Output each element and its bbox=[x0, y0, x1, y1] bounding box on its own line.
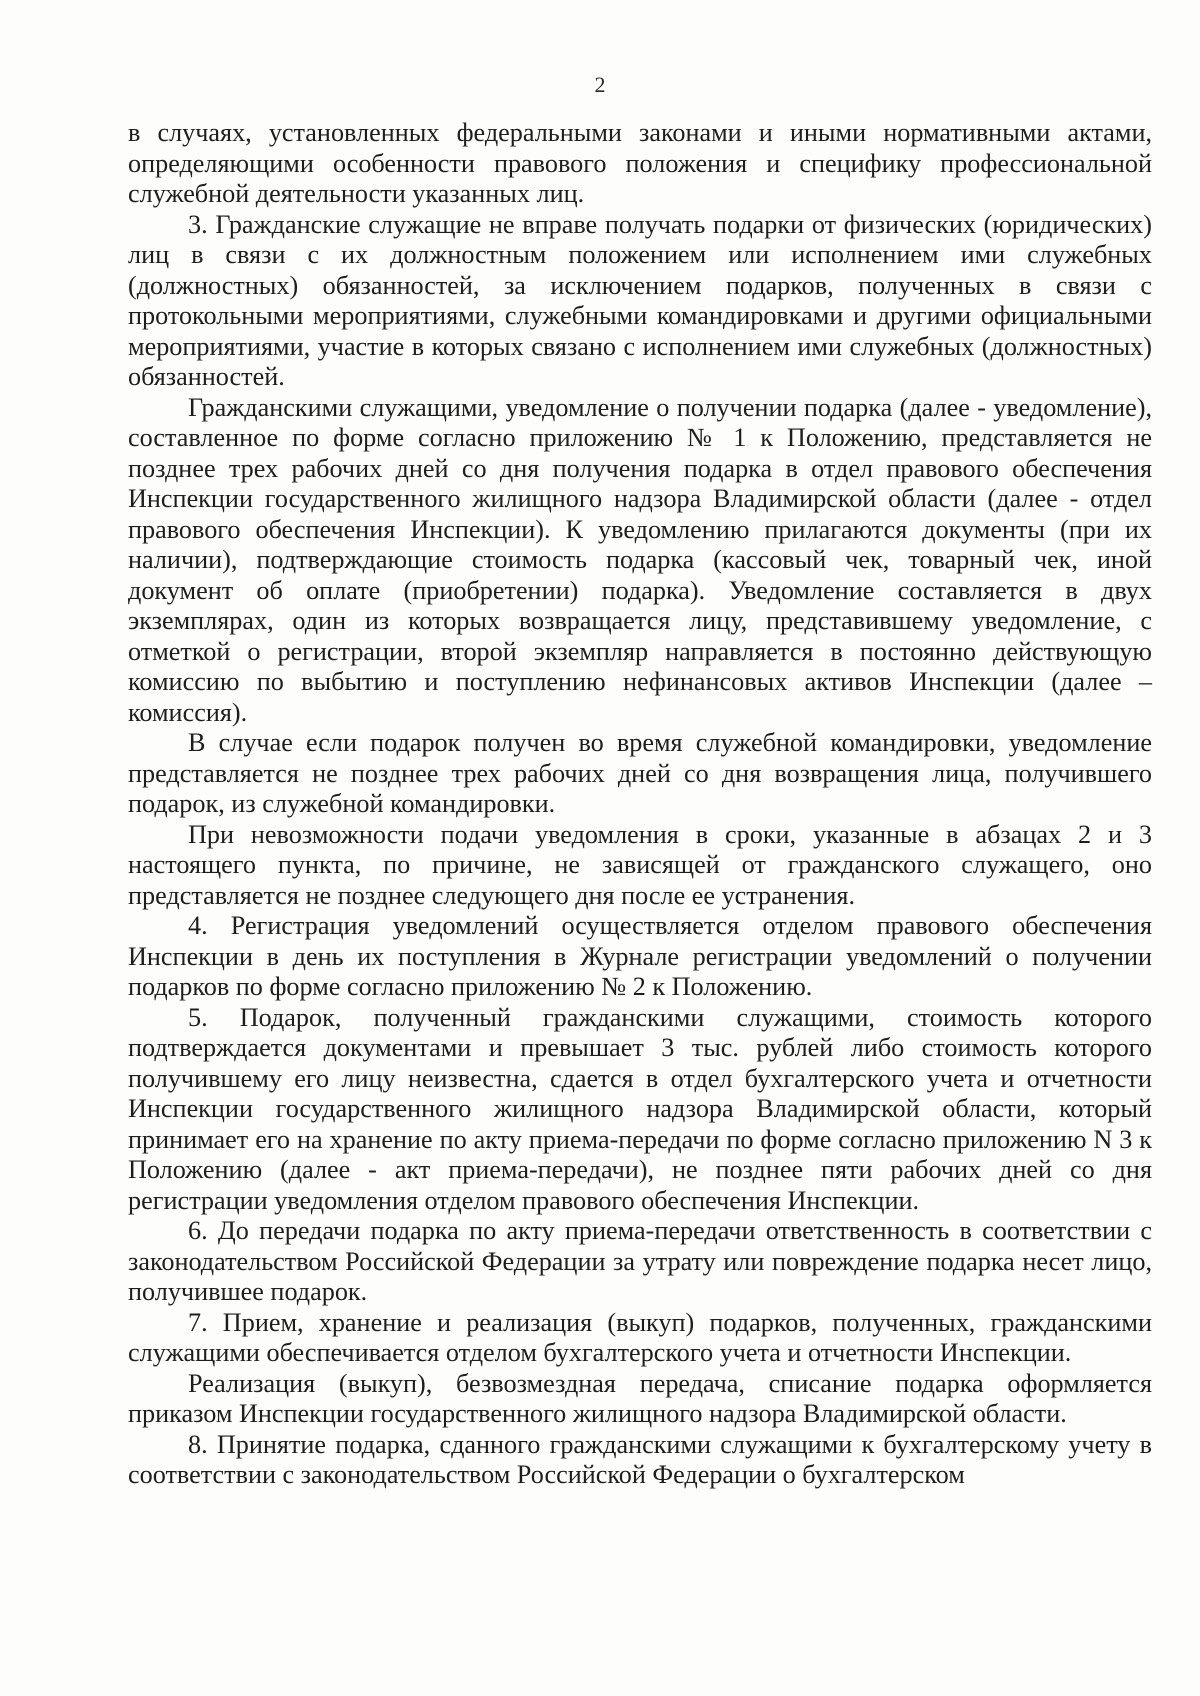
paragraph-clause-6: 6. До передачи подарка по акту приема-передачи ответственность в соответствии с законодательством Российской Федерации за утрату или повреждение подарка несет лицо, получившее подарок. bbox=[128, 1216, 1152, 1306]
paragraph-clause-8: 8. Принятие подарка, сданного гражданскими служащими к бухгалтерскому учету в соответствии с законодательством Российской Федерации о бухгалтерском bbox=[128, 1429, 1152, 1489]
paragraph-clause-4: 4. Регистрация уведомлений осуществляется отделом правового обеспечения Инспекции в день их поступления в Журнале регистрации уведомлений о получении подарков по форме согласно приложению № 2 к Положению. bbox=[128, 911, 1152, 1001]
page-number: 2 bbox=[594, 72, 606, 97]
paragraph-impossibility: При невозможности подачи уведомления в сроки, указанные в абзацах 2 и 3 настоящего пункта, по причине, не зависящей от гражданского служащего, оно представляется не позднее следующего дня после ее устранения. bbox=[128, 819, 1152, 910]
paragraph-business-trip: В случае если подарок получен во время служебной командировки, уведомление представляется не позднее трех рабочих дней со дня возвращения лица, получившего подарок, из служебной командировки. bbox=[128, 728, 1152, 818]
paragraph-notification: Гражданскими служащими, уведомление о получении подарка (далее - уведомление), составленное по форме согласно приложению № 1 к Положению, представляется не позднее трех рабочих дней со дня получения подарка в отдел правового обеспечения Инспекции государственного жилищного надзора Владимирской области (далее - отдел правового обеспечения Инспекции). К уведомлению прилагаются документы (при их наличии), подтверждающие стоимость подарка (кассовый чек, товарный чек, иной документ об оплате (приобретении) подарка). Уведомление составляется в двух экземплярах, один из которых возвращается лицу, представившему уведомление, с отметкой о регистрации, второй экземпляр направляется в постоянно действующую комиссию по выбытию и поступлению нефинансовых активов Инспекции (далее – комиссия). bbox=[128, 392, 1152, 727]
paragraph-realization: Реализация (выкуп), безвозмездная передача, списание подарка оформляется приказом Инспекции государственного жилищного надзора Владимирской области. bbox=[128, 1368, 1152, 1428]
paragraph-clause-3: 3. Гражданские служащие не вправе получать подарки от физических (юридических) лиц в связи с их должностным положением или исполнением ими служебных (должностных) обязанностей, за исключением подарков, полученных в связи с протокольными мероприятиями, служебными командировками и другими официальными мероприятиями, участие в которых связано с исполнением ими служебных (должностных) обязанностей. bbox=[128, 209, 1152, 391]
paragraph-continuation: в случаях, установленных федеральными законами и иными нормативными актами, определяющими особенности правового положения и специфику профессиональной служебной деятельности указанных лиц. bbox=[128, 118, 1152, 208]
document-body bbox=[128, 118, 1152, 1491]
paragraph-clause-5: 5. Подарок, полученный гражданскими служащими, стоимость которого подтверждается документами и превышает 3 тыс. рублей либо стоимость которого получившему его лицу неизвестна, сдается в отдел бухгалтерского учета и отчетности Инспекции государственного жилищного надзора Владимирской области, который принимает его на хранение по акту приема-передачи по форме согласно приложению N 3 к Положению (далее - акт приема-передачи), не позднее пяти рабочих дней со дня регистрации уведомления отделом правового обеспечения Инспекции. bbox=[128, 1002, 1152, 1215]
paragraph-clause-7: 7. Прием, хранение и реализация (выкуп) подарков, полученных, гражданскими служащими обеспечивается отделом бухгалтерского учета и отчетности Инспекции. bbox=[128, 1307, 1152, 1367]
